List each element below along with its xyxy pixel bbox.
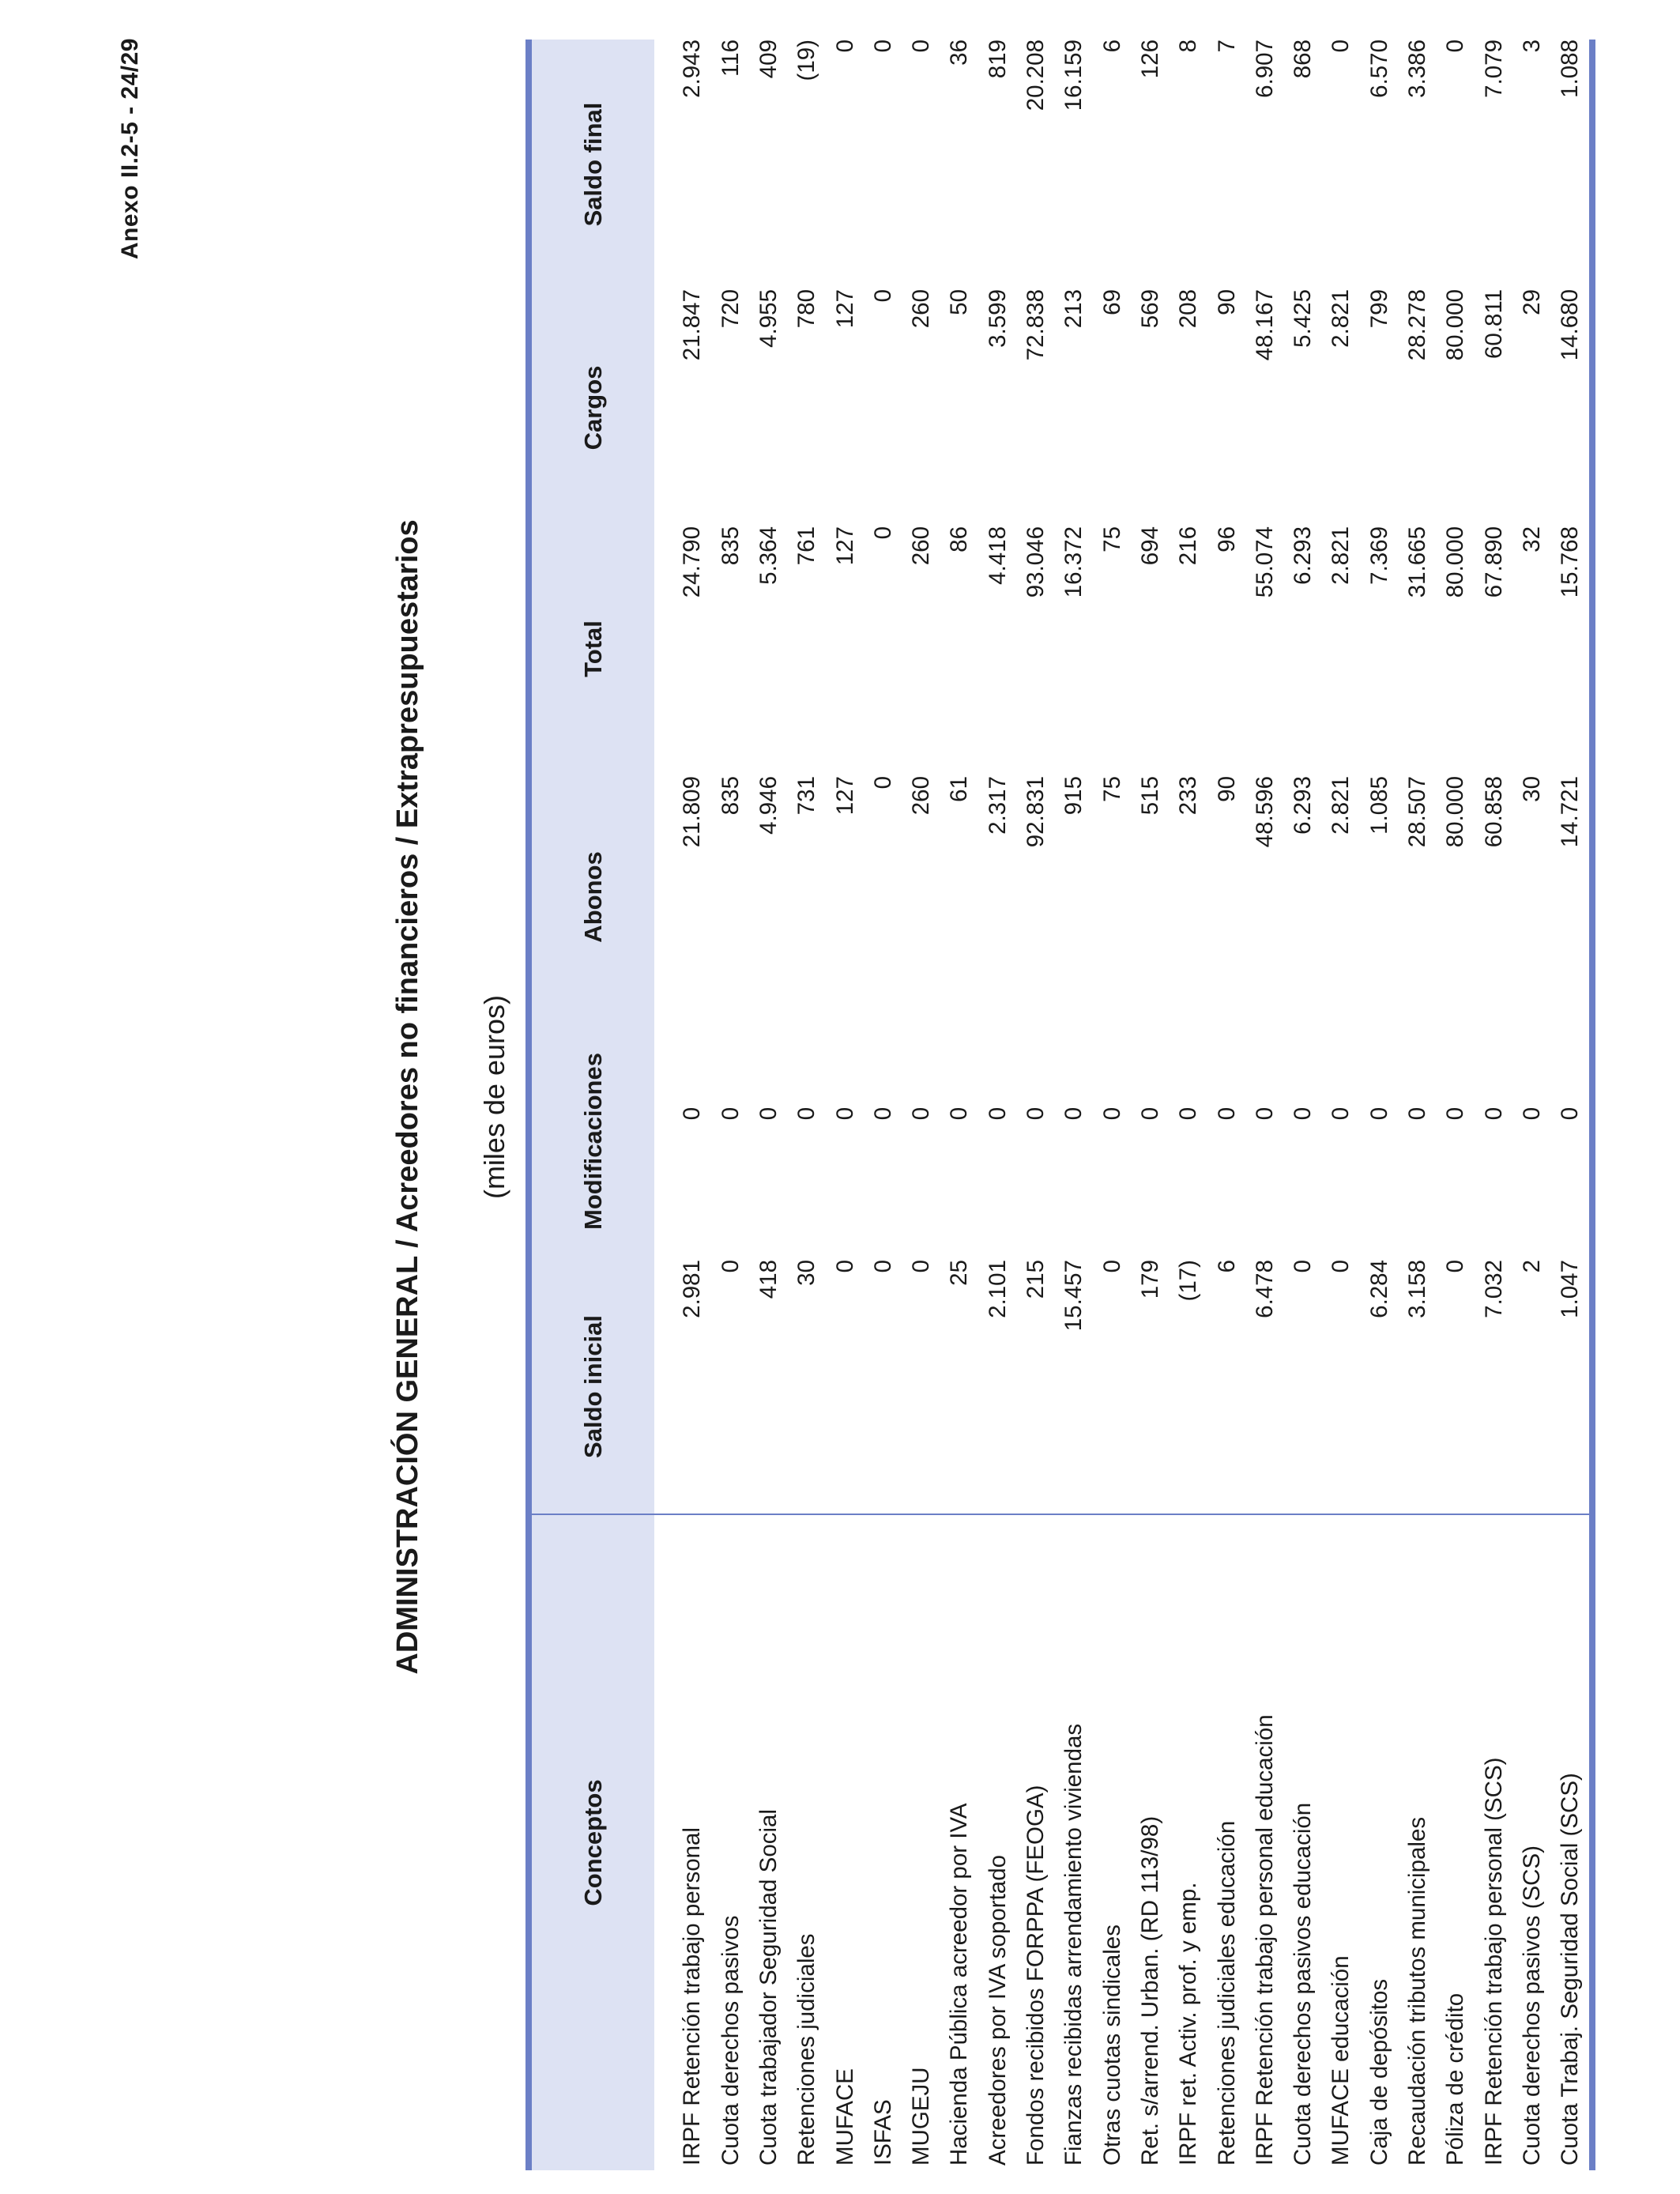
value-cell: 0	[1442, 40, 1469, 53]
value-cell: 1.088	[1557, 40, 1584, 98]
value-cell: 0	[1136, 1106, 1163, 1121]
value-cell: 0	[908, 1106, 935, 1121]
value-cell: 215	[1017, 1260, 1055, 1514]
value-cell: 694	[1136, 526, 1163, 566]
concept-cell: Cuota derechos pasivos	[717, 1915, 744, 2166]
concept-cell: Retenciones judiciales	[793, 1933, 820, 2166]
value-cell: 0	[908, 40, 935, 53]
table-row	[1170, 40, 1207, 2170]
value-cell: 216	[1175, 526, 1202, 566]
value-cell: 0	[1480, 1106, 1507, 1121]
value-cell: 126	[1136, 40, 1163, 79]
concept-cell: Recaudación tributos municipales	[1404, 1816, 1431, 2166]
value-cell: 0	[1442, 1106, 1469, 1121]
value-cell: 86	[946, 526, 973, 552]
value-cell: 799	[1365, 289, 1392, 329]
value-cell: 835	[717, 776, 744, 816]
value-cell: 61	[946, 776, 973, 802]
concept-cell: IRPF Retención trabajo personal educación	[1251, 1714, 1278, 2166]
value-cell: 30	[788, 1260, 826, 1514]
value-cell: 14.680	[1557, 289, 1584, 361]
value-cell: 233	[1175, 776, 1202, 816]
value-cell: 75	[1098, 776, 1125, 802]
value-cell: 0	[1098, 1106, 1125, 1121]
value-cell: 0	[831, 1106, 858, 1121]
value-cell: 0	[1175, 1106, 1202, 1121]
concept-cell: MUGEJU	[908, 2067, 935, 2166]
value-cell: 418	[750, 1260, 788, 1514]
value-cell: 72.838	[1023, 289, 1049, 361]
value-cell: 1.047	[1551, 1260, 1592, 1514]
value-cell: (17)	[1170, 1260, 1207, 1514]
page-title: ADMINISTRACIÓN GENERAL / Acreedores no financieros / Extrapresupuestarios	[391, 519, 424, 1675]
value-cell: 0	[869, 40, 896, 53]
value-cell: 0	[869, 1106, 896, 1121]
table-row	[750, 40, 788, 2170]
table-row	[1093, 40, 1131, 2170]
table-row	[788, 40, 826, 2170]
value-cell: 16.159	[1060, 40, 1087, 111]
value-cell: 60.858	[1480, 776, 1507, 848]
value-cell: 0	[1093, 1260, 1131, 1514]
value-cell: 55.074	[1251, 526, 1278, 598]
value-cell: 0	[984, 1106, 1011, 1121]
concept-cell: IRPF Retención trabajo personal (SCS)	[1480, 1757, 1507, 2166]
table-row	[1055, 40, 1093, 2170]
value-cell: 7	[1213, 40, 1240, 53]
value-cell: 2.981	[654, 1260, 711, 1514]
value-cell: 24.790	[679, 526, 706, 598]
col-header-modificaciones: Modificaciones	[529, 1023, 654, 1260]
table-row	[1017, 40, 1055, 2170]
value-cell: 116	[717, 40, 744, 77]
value-cell: 92.831	[1023, 776, 1049, 848]
value-cell: 2.943	[679, 40, 706, 98]
value-cell: 90	[1213, 289, 1240, 315]
table-row	[1360, 40, 1398, 2170]
value-cell: 2.821	[1328, 289, 1354, 348]
value-cell: 20.208	[1023, 40, 1049, 111]
value-cell: 30	[1518, 776, 1545, 802]
value-cell: 0	[1437, 1260, 1475, 1514]
concept-cell: Cuota trabajador Seguridad Social	[755, 1809, 782, 2166]
value-cell: 0	[755, 1106, 782, 1121]
value-cell: 8	[1175, 40, 1202, 53]
value-cell: 48.596	[1251, 776, 1278, 848]
col-header-conceptos: Conceptos	[529, 1514, 654, 2170]
value-cell: 0	[1290, 1106, 1317, 1121]
value-cell: 731	[793, 776, 820, 816]
value-cell: 0	[717, 1106, 744, 1121]
value-cell: 4.946	[755, 776, 782, 835]
value-cell: 0	[1518, 1106, 1545, 1121]
header-row	[529, 40, 654, 2170]
value-cell: 3.158	[1399, 1260, 1437, 1514]
table-row	[1284, 40, 1322, 2170]
concept-cell: IRPF ret. Activ. prof. y emp.	[1175, 1882, 1202, 2166]
table-row	[902, 40, 940, 2170]
table-row	[1513, 40, 1551, 2170]
value-cell: 6	[1207, 1260, 1245, 1514]
value-cell: 0	[1322, 1260, 1360, 1514]
table-row	[1132, 40, 1170, 2170]
value-cell: 4.955	[755, 289, 782, 348]
concept-cell: MUFACE educación	[1328, 1955, 1354, 2166]
value-cell: 3	[1518, 40, 1545, 53]
table-row	[654, 40, 711, 2170]
value-cell: 0	[869, 289, 896, 303]
concept-cell: Póliza de crédito	[1442, 1992, 1469, 2166]
value-cell: 28.507	[1404, 776, 1431, 848]
value-cell: 5.364	[755, 526, 782, 585]
col-header-saldo-final: Saldo final	[529, 40, 654, 289]
value-cell: 127	[831, 776, 858, 816]
value-cell: 0	[902, 1260, 940, 1514]
value-cell: 6.478	[1245, 1260, 1283, 1514]
value-cell: 208	[1175, 289, 1202, 329]
value-cell: 0	[1213, 1106, 1240, 1121]
value-cell: 6	[1098, 40, 1125, 53]
concept-cell: Cuota derechos pasivos (SCS)	[1518, 1845, 1545, 2166]
value-cell: 5.425	[1290, 289, 1317, 348]
col-header-saldo-inicial: Saldo inicial	[529, 1260, 654, 1514]
value-cell: 0	[826, 1260, 864, 1514]
value-cell: 761	[793, 526, 820, 566]
value-cell: 515	[1136, 776, 1163, 816]
concept-cell: Ret. s/arrend. Urban. (RD 113/98)	[1136, 1815, 1163, 2166]
value-cell: 819	[984, 40, 1011, 79]
value-cell: 2.821	[1328, 776, 1354, 835]
value-cell: 32	[1518, 526, 1545, 552]
value-cell: 14.721	[1557, 776, 1584, 848]
table-row	[1551, 40, 1592, 2170]
value-cell: 90	[1213, 776, 1240, 802]
value-cell: 75	[1098, 526, 1125, 552]
concept-cell: Fianzas recibidas arrendamiento viviendas	[1060, 1723, 1087, 2166]
value-cell: 96	[1213, 526, 1240, 552]
value-cell: 0	[869, 526, 896, 540]
table-row	[1399, 40, 1437, 2170]
value-cell: 6.284	[1360, 1260, 1398, 1514]
value-cell: 179	[1132, 1260, 1170, 1514]
value-cell: 15.768	[1557, 526, 1584, 598]
value-cell: 409	[755, 40, 782, 79]
value-cell: 915	[1060, 776, 1087, 816]
value-cell: 29	[1518, 289, 1545, 315]
value-cell: 16.372	[1060, 526, 1087, 598]
col-header-total: Total	[529, 526, 654, 771]
units-subtitle: (miles de euros)	[478, 994, 510, 1200]
table-header	[529, 40, 654, 2170]
value-cell: 0	[1365, 1106, 1392, 1121]
table-row	[864, 40, 902, 2170]
value-cell: 36	[946, 40, 973, 66]
value-cell: 6.907	[1251, 40, 1278, 98]
value-cell: 7.079	[1480, 40, 1507, 98]
col-header-abonos: Abonos	[529, 771, 654, 1023]
value-cell: 0	[869, 776, 896, 790]
value-cell: 0	[831, 40, 858, 53]
concept-cell: IRPF Retención trabajo personal	[679, 1827, 706, 2166]
table-row	[978, 40, 1016, 2170]
value-cell: 260	[908, 776, 935, 816]
value-cell: 0	[679, 1106, 706, 1121]
table-row	[1245, 40, 1283, 2170]
concept-cell: Caja de depósitos	[1365, 1978, 1392, 2166]
table-row	[940, 40, 978, 2170]
value-cell: 0	[1251, 1106, 1278, 1121]
value-cell: 835	[717, 526, 744, 566]
concept-cell: Retenciones judiciales educación	[1213, 1820, 1240, 2166]
concept-cell: Cuota Trabaj. Seguridad Social (SCS)	[1557, 1773, 1584, 2166]
value-cell: 213	[1060, 289, 1087, 329]
table-row	[1475, 40, 1512, 2170]
value-cell: 3.386	[1404, 40, 1431, 98]
value-cell: 260	[908, 526, 935, 566]
value-cell: 0	[946, 1106, 973, 1121]
value-cell: 80.000	[1442, 776, 1469, 848]
value-cell: 7.369	[1365, 526, 1392, 585]
value-cell: 67.890	[1480, 526, 1507, 598]
value-cell: 2.821	[1328, 526, 1354, 585]
value-cell: 0	[1328, 1106, 1354, 1121]
value-cell: 4.418	[984, 526, 1011, 585]
concept-cell: MUFACE	[831, 2068, 858, 2166]
value-cell: (19)	[793, 40, 820, 81]
value-cell: 868	[1290, 40, 1317, 79]
value-cell: 48.167	[1251, 289, 1278, 361]
value-cell: 569	[1136, 289, 1163, 329]
value-cell: 0	[864, 1260, 902, 1514]
value-cell: 0	[1328, 40, 1354, 53]
value-cell: 21.809	[679, 776, 706, 848]
value-cell: 31.665	[1404, 526, 1431, 598]
table-row	[1207, 40, 1245, 2170]
value-cell: 3.599	[984, 289, 1011, 348]
value-cell: 6.293	[1290, 776, 1317, 835]
value-cell: 93.046	[1023, 526, 1049, 598]
table-row	[826, 40, 864, 2170]
value-cell: 80.000	[1442, 289, 1469, 361]
table-row	[1437, 40, 1475, 2170]
value-cell: 28.278	[1404, 289, 1431, 361]
value-cell: 0	[1557, 1106, 1584, 1121]
concept-cell: Acreedores por IVA soportado	[984, 1854, 1011, 2166]
value-cell: 80.000	[1442, 526, 1469, 598]
value-cell: 0	[1284, 1260, 1322, 1514]
value-cell: 0	[1023, 1106, 1049, 1121]
value-cell: 260	[908, 289, 935, 329]
col-header-cargos: Cargos	[529, 289, 654, 526]
concept-cell: Hacienda Pública acreedor por IVA	[946, 1803, 973, 2166]
creditors-table	[525, 40, 1595, 2170]
value-cell: 780	[793, 289, 820, 329]
value-cell: 127	[831, 526, 858, 566]
table-body	[654, 40, 1592, 2170]
value-cell: 1.085	[1365, 776, 1392, 835]
value-cell: 21.847	[679, 289, 706, 361]
value-cell: 15.457	[1055, 1260, 1093, 1514]
table-row	[1322, 40, 1360, 2170]
value-cell: 2.101	[978, 1260, 1016, 1514]
concept-cell: Fondos recibidos FORPPA (FEOGA)	[1023, 1785, 1049, 2166]
value-cell: 2.317	[984, 776, 1011, 835]
value-cell: 6.570	[1365, 40, 1392, 98]
value-cell: 69	[1098, 289, 1125, 315]
concept-cell: Otras cuotas sindicales	[1098, 1924, 1125, 2166]
value-cell: 0	[1404, 1106, 1431, 1121]
value-cell: 60.811	[1480, 289, 1507, 360]
annex-label: Anexo II.2-5 - 24/29	[117, 38, 143, 260]
table-row	[711, 40, 749, 2170]
value-cell: 7.032	[1475, 1260, 1512, 1514]
value-cell: 0	[1060, 1106, 1087, 1121]
value-cell: 2	[1513, 1260, 1551, 1514]
value-cell: 127	[831, 289, 858, 329]
value-cell: 6.293	[1290, 526, 1317, 585]
concept-cell: ISFAS	[869, 2099, 896, 2166]
value-cell: 0	[793, 1106, 820, 1121]
value-cell: 0	[711, 1260, 749, 1514]
value-cell: 50	[946, 289, 973, 315]
value-cell: 25	[940, 1260, 978, 1514]
concept-cell: Cuota derechos pasivos educación	[1290, 1802, 1317, 2166]
value-cell: 720	[717, 289, 744, 329]
